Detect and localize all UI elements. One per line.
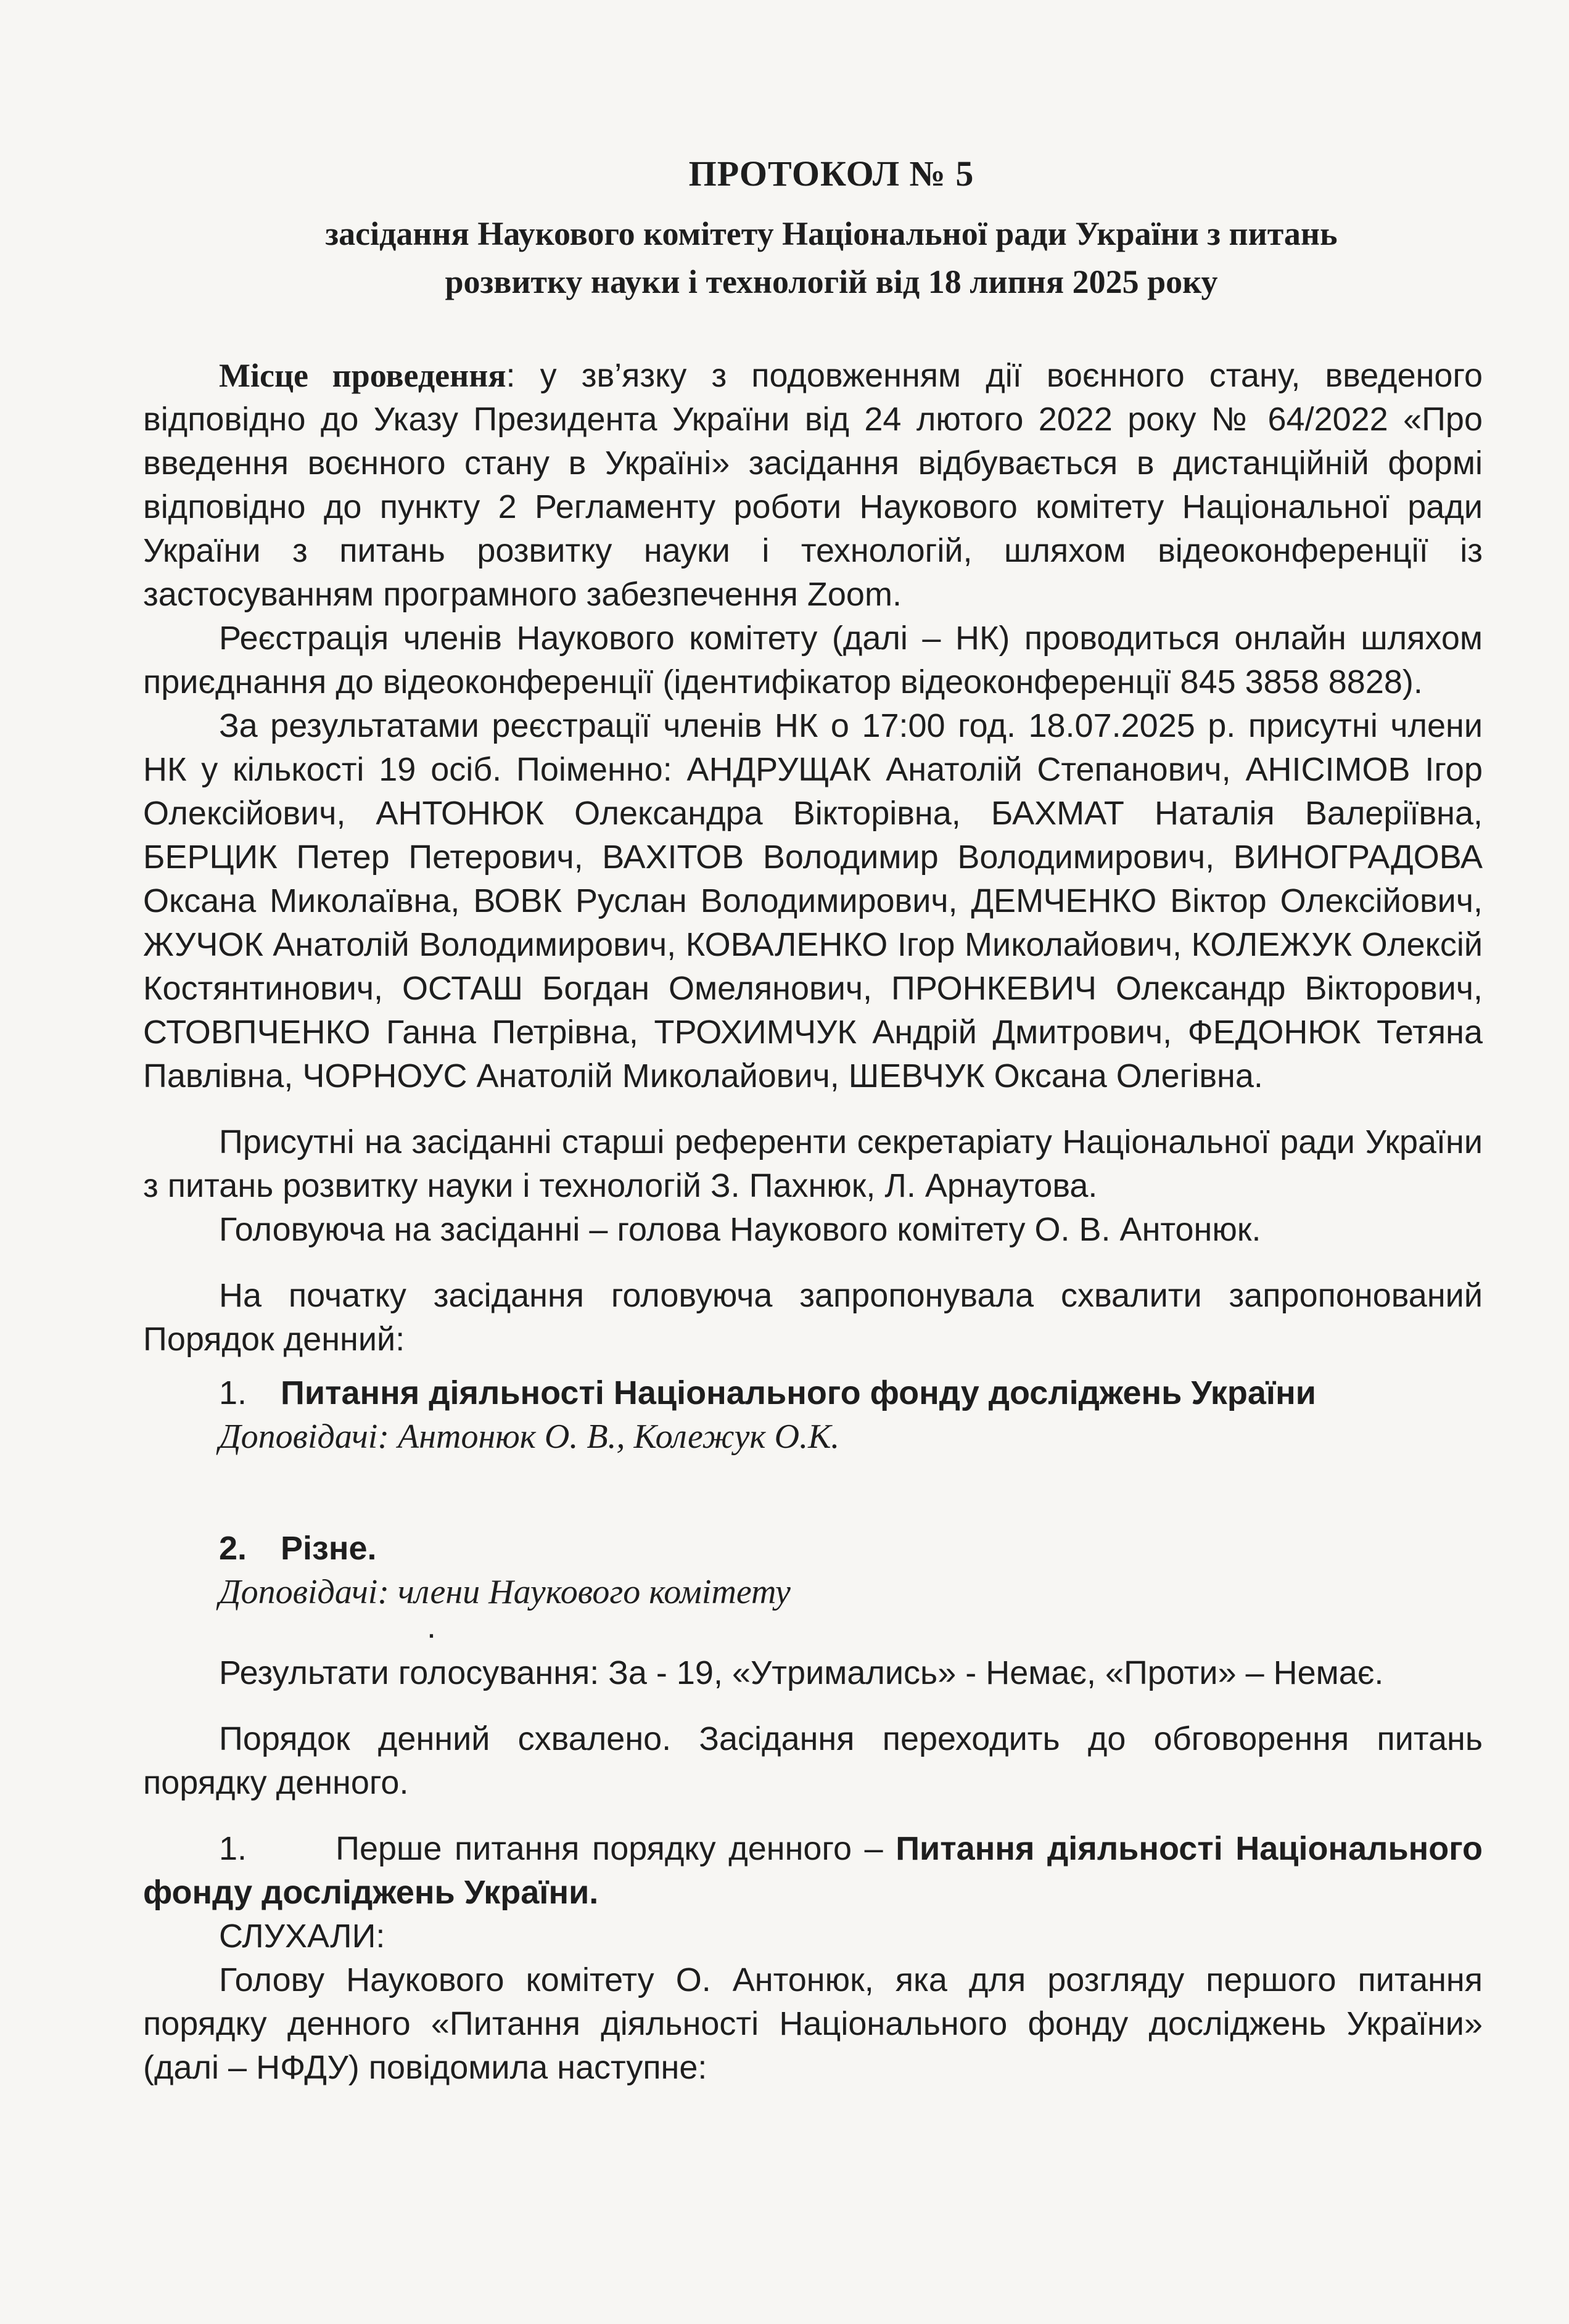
staff-paragraph: Присутні на засіданні старші референти секретаріату Національної ради України з питань розвитку науки і технологій З. Пахнюк, Л. Арнаутова.	[143, 1123, 1483, 1204]
first-question-title: Питання діяльності Національного фонду досліджень України.	[143, 1829, 1493, 1911]
attendance-paragraph: За результатами реєстрації членів НК о 17:00 год. 18.07.2025 р. присутні члени НК у кількості 19 осіб. Поіменно: АНДРУЩАК Анатолій Степанович, АНІСІМОВ Ігор Олексійович, АНТОНЮК Олександра Вікторівна, БАХМАТ Наталія Валеріївна, БЕРЦИК Петер Петерович, ВАХІТОВ Володимир Володимирович, ВИНОГРАДОВА Оксана Миколаївна, ВОВК Руслан Володимирович, ДЕМЧЕНКО Віктор Олексійович, ЖУЧОК Анатолій Володимирович, КОВАЛЕНКО Ігор Миколайович, КОЛЕЖУК Олексій Костянтинович, ОСТАШ Богдан Омелянович, ПРОНКЕВИЧ Олександр Вікторович, СТОВПЧЕНКО Ганна Петрівна, ТРОХИМЧУК Андрій Дмитрович, ФЕДОНЮК Тетяна Павлівна, ЧОРНОУС Анатолій Миколайович, ШЕВЧУК Оксана Олегівна.	[143, 707, 1483, 1094]
protocol-subtitle-line-2: розвитку науки і технологій від 18 липня 2025 року	[445, 263, 1218, 300]
document-body	[143, 354, 1493, 2090]
agenda-intro: На початку засідання головуюча запропонувала схвалити запропонований Порядок денний:	[143, 1276, 1483, 1358]
place-text: : у зв’язку з подовженням дії воєнного стану, введеного відповідно до Указу Президента України від 24 лютого 2022 року № 64/2022 «Про введення воєнного стану в Україні» засідання відбувається в дистанційній формі відповідно до пункту 2 Регламенту роботи Наукового комітету Національної ради України з питань розвитку науки і технологій, шляхом відеоконференції із застосуванням програмного забезпечення Zoom.	[143, 356, 1483, 613]
vote-results: Результати голосування: За - 19, «Утримались» - Немає, «Проти» – Немає.	[219, 1654, 1384, 1691]
title-block	[180, 154, 1483, 306]
agenda-item-2-title: Різне.	[281, 1529, 377, 1567]
agenda-item-1	[143, 1371, 1483, 1415]
agenda-approved: Порядок денний схвалено. Засідання переходить до обговорення питань порядку денного.	[143, 1720, 1483, 1801]
stray-dot: .	[427, 1608, 437, 1645]
agenda-item-2	[143, 1527, 1483, 1571]
protocol-subtitle-line-1: засідання Наукового комітету Національної ради України з питань	[325, 215, 1338, 252]
first-question	[143, 1827, 1493, 1915]
agenda-item-1-title: Питання діяльності Національного фонду досліджень України	[281, 1374, 1316, 1411]
registration-paragraph: Реєстрація членів Наукового комітету (далі – НК) проводиться онлайн шляхом приєднання до відеоконференції (ідентифікатор відеоконференції 845 3858 8828).	[143, 619, 1483, 700]
place-label: Місце проведення	[219, 356, 506, 394]
agenda-item-2-number: 2.	[219, 1529, 247, 1567]
first-question-prefix: 1. Перше питання порядку денного –	[219, 1829, 896, 1867]
chair-paragraph: Головуюча на засіданні – голова Наукового комітету О. В. Антонюк.	[219, 1210, 1261, 1248]
agenda-item-1-number: 1.	[219, 1374, 247, 1411]
agenda-item-1-speakers: Доповідачі: Антонюк О. В., Колежук О.К.	[219, 1417, 840, 1456]
protocol-title: ПРОТОКОЛ № 5	[688, 154, 974, 194]
heard-label: СЛУХАЛИ:	[219, 1917, 385, 1955]
agenda-item-2-speakers: Доповідачі: члени Наукового комітету	[219, 1572, 791, 1611]
place-paragraph	[143, 354, 1483, 617]
heard-text: Голову Наукового комітету О. Антонюк, яка для розгляду першого питання порядку денного «Питання діяльності Національного фонду досліджень України» (далі – НФДУ) повідомила наступне:	[143, 1961, 1483, 2086]
